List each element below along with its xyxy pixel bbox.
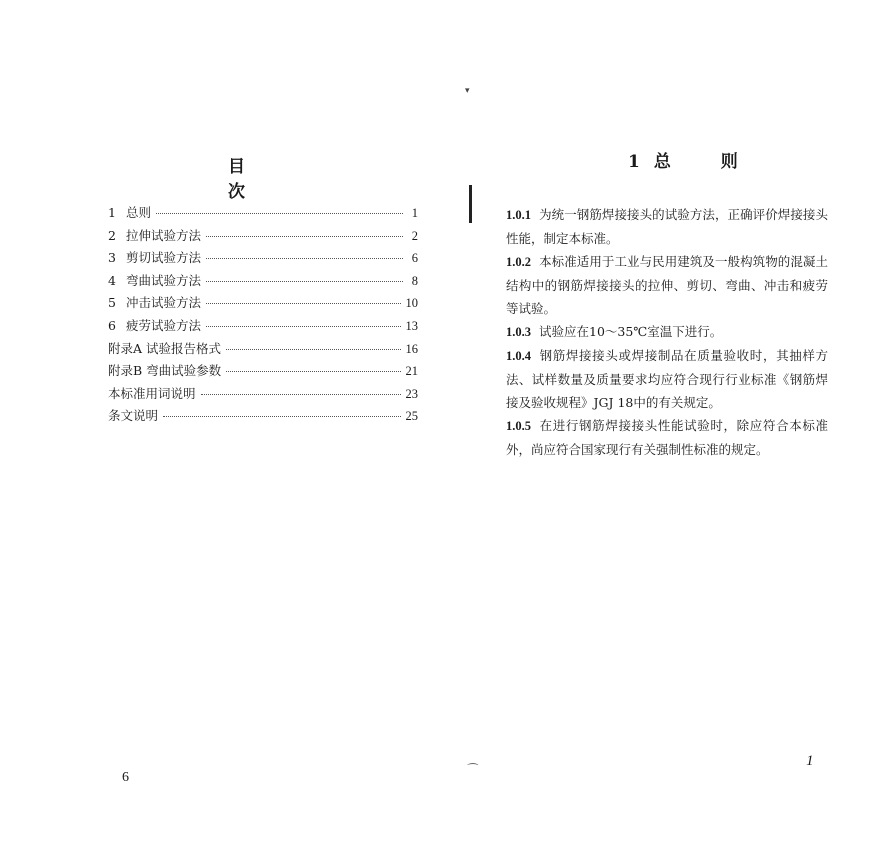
- toc-entry[interactable]: [108, 339, 418, 362]
- toc-title: 目 次: [228, 157, 271, 202]
- toc-list: [108, 203, 418, 429]
- clause-text: 钢筋焊接接头或焊接制品在质量验收时，其抽样方法、试样数量及质量要求均应符合现行行业标准《钢筋焊接及验收规程》JGJ 18中的有关规定。: [506, 348, 828, 410]
- toc-dot-leader: [226, 371, 400, 372]
- toc-dot-leader: [206, 326, 400, 327]
- chapter-title: 总 则: [653, 152, 760, 172]
- toc-entry-number: 3: [108, 250, 116, 266]
- toc-entry-page: 6: [411, 251, 418, 266]
- clause-text: 为统一钢筋焊接接头的试验方法，正确评价焊接接头性能，制定本标准。: [506, 207, 828, 246]
- left-page-number: 6: [122, 770, 129, 785]
- toc-entry-number: 5: [108, 295, 116, 311]
- toc-entry-page: 13: [405, 318, 418, 333]
- toc-dot-leader: [206, 258, 403, 259]
- toc-entry-page: 25: [405, 409, 418, 424]
- clause-paragraph: [506, 250, 828, 320]
- clause-paragraph: [506, 344, 828, 414]
- toc-entry-page: 1: [411, 206, 418, 220]
- chapter-heading: [628, 147, 760, 172]
- clause-paragraph: [506, 203, 828, 250]
- clause-text: 在进行钢筋焊接接头性能试验时，除应符合本标准外，尚应符合国家现行有关强制性标准的规定。: [506, 418, 828, 457]
- scan-mark-top: ▾: [465, 86, 470, 96]
- chapter-body: [506, 203, 828, 461]
- toc-entry[interactable]: [108, 203, 418, 226]
- toc-entry-label: 附录A 试验报告格式: [108, 340, 222, 356]
- toc-entry-page: 21: [405, 364, 418, 379]
- toc-entry-page: 23: [405, 386, 418, 401]
- scan-mark-bottom: ⁀: [468, 763, 478, 777]
- toc-entry-page: 2: [411, 228, 418, 243]
- clause-number: 1.0.2: [506, 255, 531, 269]
- toc-entry[interactable]: [108, 361, 418, 384]
- clause-number: 1.0.1: [506, 208, 531, 222]
- toc-entry-label: 冲击试验方法: [126, 295, 202, 311]
- toc-dot-leader: [163, 416, 400, 417]
- clause-text: 本标准适用于工业与民用建筑及一般构筑物的混凝土结构中的钢筋焊接接头的拉伸、剪切、弯曲、冲击和疲劳等试验。: [506, 254, 828, 316]
- toc-dot-leader: [206, 236, 403, 237]
- toc-entry[interactable]: [108, 293, 418, 316]
- clause-paragraph: [506, 320, 828, 344]
- clause-paragraph: [506, 414, 828, 461]
- clause-number: 1.0.3: [506, 325, 531, 339]
- chapter-number: 1: [628, 152, 640, 172]
- toc-dot-leader: [226, 349, 400, 350]
- toc-entry-number: 6: [108, 317, 116, 333]
- clause-number: 1.0.4: [506, 349, 531, 363]
- toc-entry[interactable]: [108, 271, 418, 294]
- right-page-number: 1: [806, 753, 814, 769]
- toc-dot-leader: [156, 213, 403, 214]
- toc-entry[interactable]: [108, 316, 418, 339]
- toc-entry-label: 拉伸试验方法: [126, 227, 202, 243]
- toc-entry[interactable]: [108, 248, 418, 271]
- toc-entry-label: 剪切试验方法: [126, 250, 202, 266]
- toc-entry-label: 条文说明: [108, 408, 159, 424]
- toc-dot-leader: [201, 394, 401, 395]
- toc-entry-label: 本标准用词说明: [108, 385, 196, 401]
- toc-entry-label: 弯曲试验方法: [126, 272, 202, 288]
- toc-entry-page: 8: [411, 273, 418, 288]
- toc-entry-label: 附录B 弯曲试验参数: [108, 363, 222, 379]
- clause-text: 试验应在10～35℃室温下进行。: [539, 324, 723, 339]
- toc-entry[interactable]: [108, 406, 418, 429]
- toc-entry-number: 2: [108, 227, 116, 243]
- toc-entry[interactable]: [108, 384, 418, 407]
- clause-number: 1.0.5: [506, 419, 531, 433]
- toc-entry-page: 16: [405, 341, 418, 356]
- toc-entry-label: 疲劳试验方法: [126, 317, 202, 333]
- gutter-bar: [469, 185, 472, 223]
- toc-entry-number: 1: [108, 205, 116, 220]
- toc-entry-number: 4: [108, 272, 116, 288]
- toc-dot-leader: [206, 281, 403, 282]
- toc-entry-label: 总则: [126, 205, 152, 220]
- toc-entry-page: 10: [405, 296, 418, 311]
- toc-dot-leader: [206, 303, 400, 304]
- toc-entry[interactable]: [108, 226, 418, 249]
